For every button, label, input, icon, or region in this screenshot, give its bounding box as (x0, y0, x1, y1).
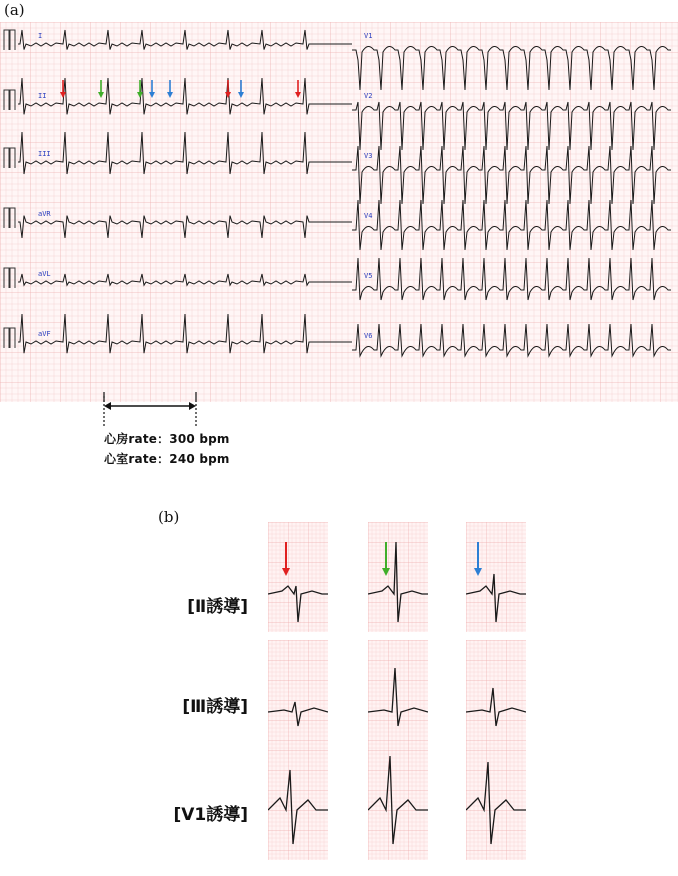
row-label-lead-v1: [V1誘導] (173, 805, 248, 825)
lead-label-avr: aVR (38, 210, 51, 218)
ecg-twelve-lead-tracing (0, 22, 678, 402)
lead-label-i: I (38, 32, 43, 40)
lead-label-v3: V3 (364, 152, 373, 160)
detail-strip (268, 750, 328, 860)
lead-label-ii: II (38, 92, 47, 100)
detail-strip (466, 750, 526, 860)
ventricular-rate-text: 心室rate：240 bpm (104, 452, 230, 466)
lead-label-avl: aVL (38, 270, 51, 278)
lead-label-v5: V5 (364, 272, 373, 280)
panel-a-label: (a) (4, 1, 25, 19)
detail-strip (268, 522, 328, 632)
lead-label-v2: V2 (364, 92, 373, 100)
lead-label-iii: III (38, 150, 51, 158)
lead-label-v6: V6 (364, 332, 373, 340)
row-label-lead-iii: [Ⅲ誘導] (182, 697, 248, 717)
detail-strip (368, 522, 428, 632)
detail-strip (466, 640, 526, 750)
detail-strip (368, 750, 428, 860)
row-label-lead-ii: [Ⅱ誘導] (187, 597, 248, 617)
detail-strip (466, 522, 526, 632)
lead-label-v4: V4 (364, 212, 373, 220)
detail-strip (268, 640, 328, 750)
lead-label-v1: V1 (364, 32, 373, 40)
lead-label-avf: aVF (38, 330, 51, 338)
rate-interval-marker (0, 390, 678, 430)
detail-strip (368, 640, 428, 750)
atrial-rate-text: 心房rate：300 bpm (104, 432, 230, 446)
panel-b-label: (b) (158, 508, 180, 526)
